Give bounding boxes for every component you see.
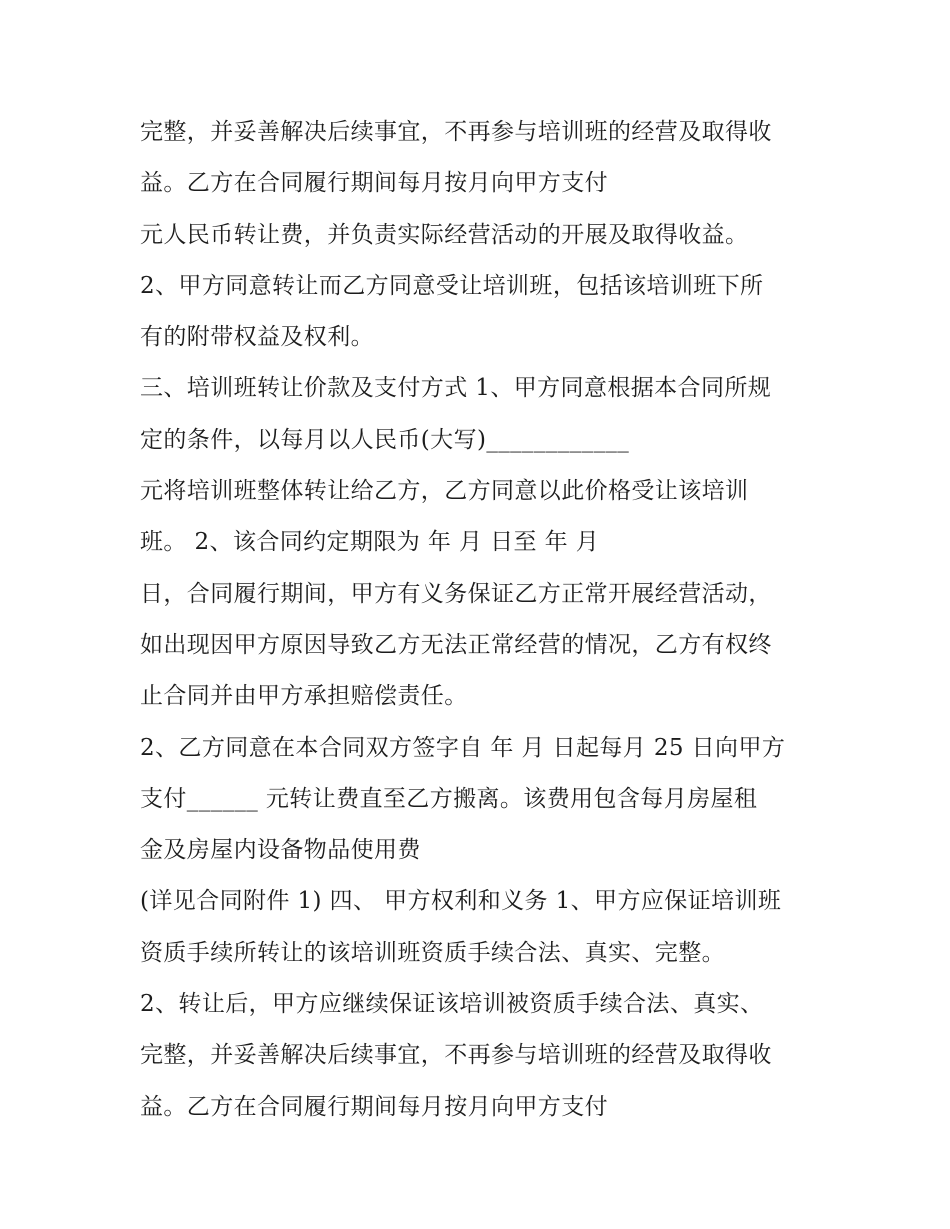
contract-body	[140, 107, 840, 1133]
text-line: 日，合同履行期间，甲方有义务保证乙方正常开展经营活动，	[140, 580, 772, 607]
text-line: 2、甲方同意转让而乙方同意受让培训班，包括该培训班下所	[140, 272, 764, 299]
text-line: 止合同并由甲方承担赔偿责任。	[140, 683, 468, 710]
text-line: 定的条件，以每月以人民币(大写)____________	[140, 426, 630, 453]
text-line: 完整，并妥善解决后续事宜，不再参与培训班的经营及取得收	[140, 1042, 772, 1069]
text-line: 如出现因甲方原因导致乙方无法正常经营的情况，乙方有权终	[140, 631, 772, 658]
text-line: 益。乙方在合同履行期间每月按月向甲方支付	[140, 170, 608, 197]
text-line: (详见合同附件 1) 四、 甲方权利和义务 1、甲方应保证培训班	[140, 888, 782, 915]
text-line: 支付______ 元转让费直至乙方搬离。该费用包含每月房屋租	[140, 785, 758, 812]
text-line: 2、转让后，甲方应继续保证该培训被资质手续合法、真实、	[140, 991, 764, 1018]
text-line: 2、乙方同意在本合同双方签字自 年 月 日起每月 25 日向甲方	[140, 734, 786, 761]
text-line: 三、培训班转让价款及支付方式 1、甲方同意根据本合同所规	[140, 375, 772, 402]
text-line: 有的附带权益及权利。	[140, 324, 374, 351]
text-line: 元人民币转让费，并负责实际经营活动的开展及取得收益。	[140, 221, 749, 248]
text-line: 元将培训班整体转让给乙方，乙方同意以此价格受让该培训	[140, 478, 749, 505]
text-line: 益。乙方在合同履行期间每月按月向甲方支付	[140, 1093, 608, 1120]
text-line: 资质手续所转让的该培训班资质手续合法、真实、完整。	[140, 939, 725, 966]
text-line: 班。 2、该合同约定期限为 年 月 日至 年 月	[140, 529, 600, 556]
text-line: 金及房屋内设备物品使用费	[140, 837, 421, 864]
text-line: 完整，并妥善解决后续事宜，不再参与培训班的经营及取得收	[140, 119, 772, 145]
